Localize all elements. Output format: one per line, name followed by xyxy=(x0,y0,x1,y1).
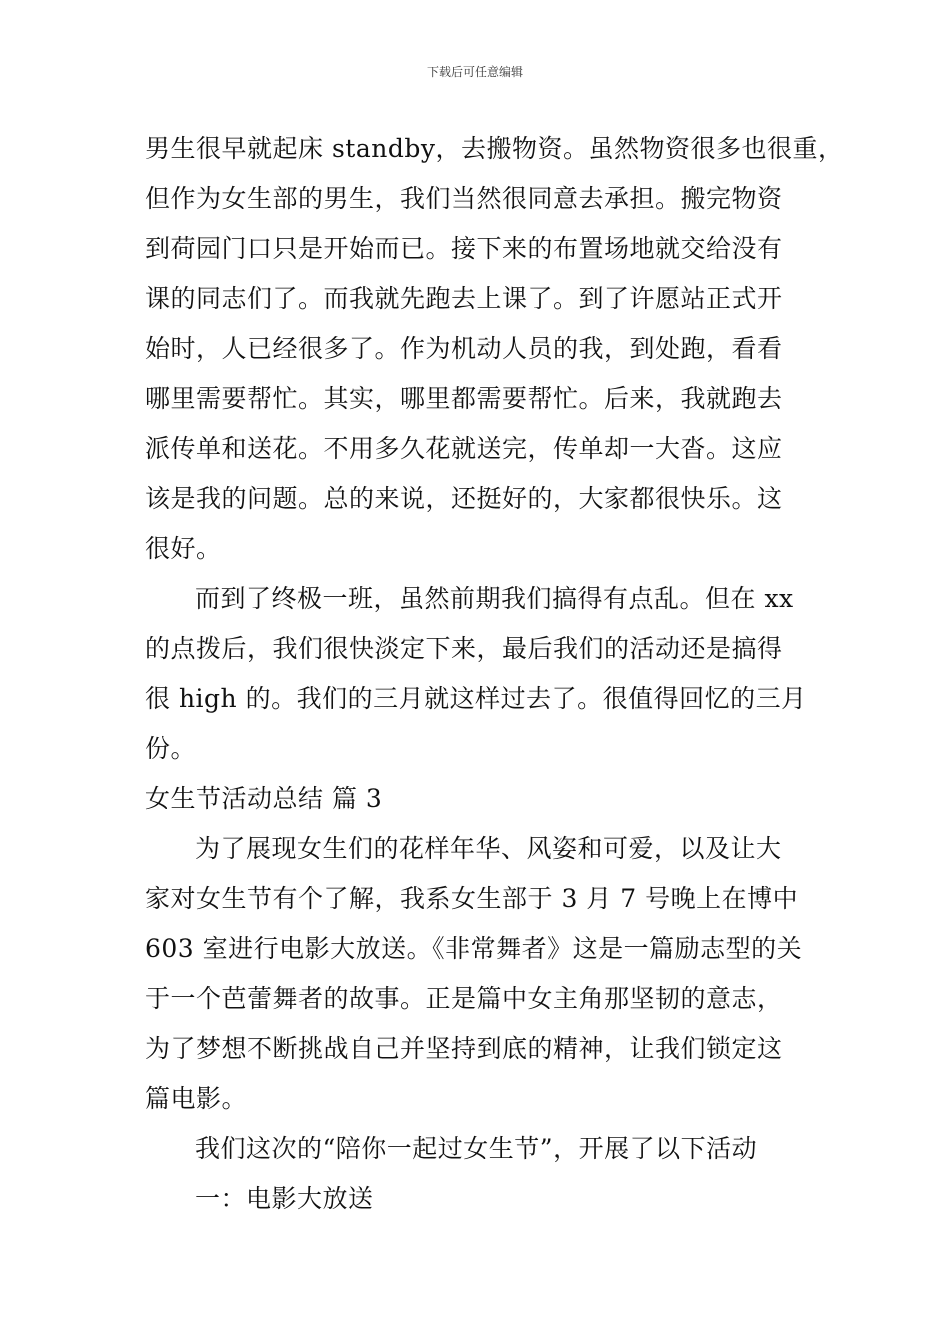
page-header: 下载后可任意编辑 xyxy=(426,65,523,79)
section-heading: 女生节活动总结 篇 3 xyxy=(145,784,383,813)
text-line: 家对女生节有个了解，我系女生部于 3 月 7 号晚上在博中 xyxy=(145,884,799,913)
text-line: 该是我的问题。总的来说，还挺好的，大家都很快乐。这 xyxy=(145,484,783,513)
text-line: 份。 xyxy=(145,734,197,763)
text-line: 很好。 xyxy=(145,534,222,563)
text-line: 始时，人已经很多了。作为机动人员的我，到处跑，看看 xyxy=(145,334,783,363)
list-item-heading: 一：电影大放送 xyxy=(195,1184,374,1213)
document-body xyxy=(145,124,844,1224)
text-line: 于一个芭蕾舞者的故事。正是篇中女主角那坚韧的意志， xyxy=(145,984,783,1013)
text-line: 为了梦想不断挑战自己并坚持到底的精神，让我们锁定这 xyxy=(145,1034,783,1063)
text-line: 的点拨后，我们很快淡定下来，最后我们的活动还是搞得 xyxy=(145,634,783,663)
text-line: 到荷园门口只是开始而已。接下来的布置场地就交给没有 xyxy=(145,234,783,263)
text-line: 篇电影。 xyxy=(145,1084,248,1113)
text-line: 派传单和送花。不用多久花就送完，传单却一大沓。这应 xyxy=(145,434,783,463)
text-line: 我们这次的“陪你一起过女生节”，开展了以下活动 xyxy=(195,1134,758,1163)
text-line: 但作为女生部的男生，我们当然很同意去承担。搬完物资 xyxy=(145,184,783,213)
text-line: 很 high 的。我们的三月就这样过去了。很值得回忆的三月 xyxy=(145,684,807,713)
text-line: 哪里需要帮忙。其实，哪里都需要帮忙。后来，我就跑去 xyxy=(145,384,783,413)
text-line: 而到了终极一班，虽然前期我们搞得有点乱。但在 xx xyxy=(195,584,794,613)
text-line: 为了展现女生们的花样年华、风姿和可爱，以及让大 xyxy=(195,834,782,863)
text-line: 课的同志们了。而我就先跑去上课了。到了许愿站正式开 xyxy=(145,284,783,313)
text-line: 男生很早就起床 standby，去搬物资。虽然物资很多也很重， xyxy=(145,134,844,163)
text-line: 603 室进行电影大放送。《非常舞者》这是一篇励志型的关 xyxy=(145,934,803,963)
